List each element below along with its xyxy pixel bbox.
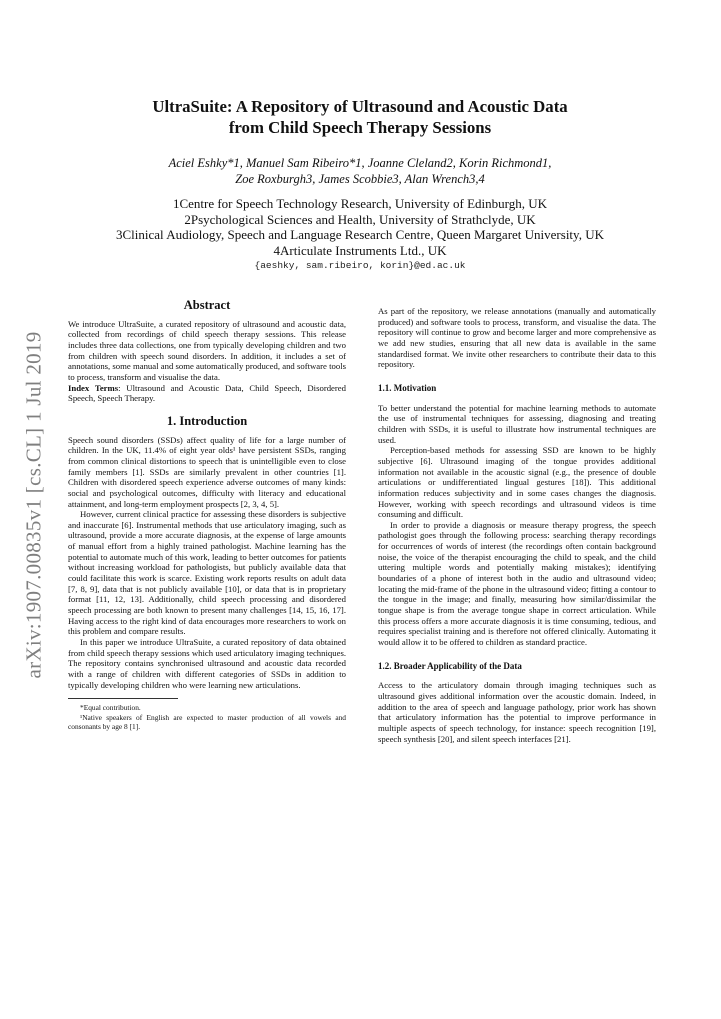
footnote-equal-contribution: *Equal contribution. [80, 703, 141, 713]
motivation-paragraph-1: To better understand the potential for machine learning methods to automate the use of instrumental techniques for assessing, diagnosing and treating children with SSDs, it is useful to illustrate how instrumental techniques are used. [378, 402, 656, 445]
authors-line-1: Aciel Eshky*1, Manuel Sam Ribeiro*1, Joanne Cleland2, Korin Richmond1, [168, 156, 552, 170]
affiliation-4: 4Articulate Instruments Ltd., UK [273, 242, 447, 258]
motivation-heading: 1.1. Motivation [378, 382, 437, 393]
left-column [68, 300, 346, 731]
intro-paragraph-1: Speech sound disorders (SSDs) affect quality of life for a large number of children. In the UK, 11.4% of eight year olds¹ have persistent SSDs, ranging from common clinical distortions to speech that is unintelligible even to close family members [1]. SSDs are similarly prevalent in other countries [1]. Children with disordered speech experience adverse outcomes of many kinds: social and psychological outcomes, difficulty with literacy and educational attainment, and long-term employment prospects [2, 3, 4, 5]. [68, 434, 346, 509]
motivation-paragraph-2: Perception-based methods for assessing SSD are known to be highly subjective [6]. Ultrasound imaging of the tongue provides additional information not available in the acoustic signal (e.g., the presence of double articulations or undifferentiated lingual gestures [18]). This additional information reduces subjectivity and in some cases changes the diagnosis. However, working with speech recordings and ultrasound videos is time consuming and difficult. [378, 445, 656, 520]
footnote-divider [68, 698, 178, 699]
broader-paragraph-1: Access to the articulatory domain through imaging techniques such as ultrasound gives additional information over the acoustic domain. Indeed, in addition to the area of speech and language pathology, prior work has shown that articulatory information has the potential to improve performance in multiple aspects of speech technology, for instance: speech recognition [19], speech synthesis [20], and silent speech interfaces [21]. [378, 680, 656, 744]
arxiv-identifier [14, 330, 54, 680]
right-column [378, 306, 656, 744]
affiliation-1: 1Centre for Speech Technology Research, University of Edinburgh, UK [172, 196, 548, 211]
author-list [60, 155, 660, 187]
title-line-1: UltraSuite: A Repository of Ultrasound and Acoustic Data [152, 97, 568, 116]
authors-line-2: Zoe Roxburgh3, James Scobbie3, Alan Wrench3,4 [235, 172, 485, 186]
paper-header [60, 96, 660, 271]
contact-email: {aeshky, sam.ribeiro, korin}@ed.ac.uk [254, 260, 466, 271]
index-terms-text: : Ultrasound and Acoustic Data, Child Speech, Disordered Speech, Speech Therapy. [68, 382, 346, 404]
abstract-text: We introduce UltraSuite, a curated repository of ultrasound and acoustic data, collected from recordings of child speech therapy sessions. This release includes three data collections, one from typically developing children and two from children with speech sound disorders. In addition, it includes a set of annotations, some manual and some automatically produced, and software tools to process, transform and visualise the data. [68, 318, 346, 382]
index-terms-label: Index Terms [68, 382, 119, 393]
motivation-paragraph-3: In order to provide a diagnosis or measure therapy progress, the speech pathologist goes through the following process: searching therapy recordings for occurrences of words of interest (the recordings often contain background noise, the voice of the therapist encouraging the child to speak, and the child uttering multiple words and potentially making mistakes); identifying boundaries of a phone of interest both in the audio and ultrasound video; locating the mid-frame of the phone in the ultrasound video; fitting a contour to the tongue in the image; and finally, measuring how similar/dissimilar the tongue shape is from the average tongue shape in correct articulation. While this process offers a more accurate diagnosis it is time consuming, tedious, and requires specialist training and is therefore not offered clinically. Automating it would allow it to be offered to children as standard practice. [378, 519, 656, 648]
affiliation-2: 2Psychological Sciences and Health, University of Strathclyde, UK [184, 211, 536, 227]
broader-applicability-heading: 1.2. Broader Applicability of the Data [378, 660, 522, 671]
repository-paragraph: As part of the repository, we release annotations (manually and automatically produced) and software tools to process, transform, and visualise the data. The repository will continue to grow and become larger and more comprehensive as we add new studies, ensuring that all new data is available in the same standardised format. We invite other researchers to contribute their data to this repository. [378, 306, 656, 370]
abstract-heading: Abstract [183, 298, 231, 312]
intro-paragraph-3: In this paper we introduce UltraSuite, a curated repository of data obtained from child speech therapy sessions which used articulatory imaging techniques. The repository contains synchronised ultrasound and acoustic data recorded with a range of children with different categories of SSDs in addition to typically developing children who were learning new articulations. [68, 637, 346, 690]
intro-paragraph-2: However, current clinical practice for assessing these disorders is subjective and inaccurate [6]. Instrumental methods that use articulatory imaging, such as ultrasound, provide a more accurate diagnosis, at the expense of large amounts of manual effort from a highly trained pathologist. Machine learning has the potential to automate much of this work, leading to better outcomes for patients without increasing workload for pathologists, but publicly available data that could facilitate this work is scarce. Existing work reports results on adult data [7, 8, 9], data that is not publicly available [10], or data that is in proprietary format [11, 12, 13]. Additionally, child speech processing and disordered speech processing are both known to present many challenges [14, 15, 16, 17]. Having access to the right kind of data encourages more researchers to work on this problem and compare results. [68, 509, 346, 637]
introduction-heading: 1. Introduction [166, 413, 248, 428]
affiliations [60, 196, 660, 258]
affiliation-3: 3Clinical Audiology, Speech and Language Research Centre, Queen Margaret University, UK [116, 227, 604, 242]
footnote-native-speakers: ¹Native speakers of English are expected to master production of all vowels and consonants by age 8 [1]. [68, 712, 346, 731]
index-terms [68, 383, 346, 404]
title-line-2: from Child Speech Therapy Sessions [228, 118, 492, 137]
paper-title [60, 96, 660, 138]
arxiv-id-text: arXiv:1907.00835v1 [cs.CL] 1 Jul 2019 [21, 331, 46, 679]
